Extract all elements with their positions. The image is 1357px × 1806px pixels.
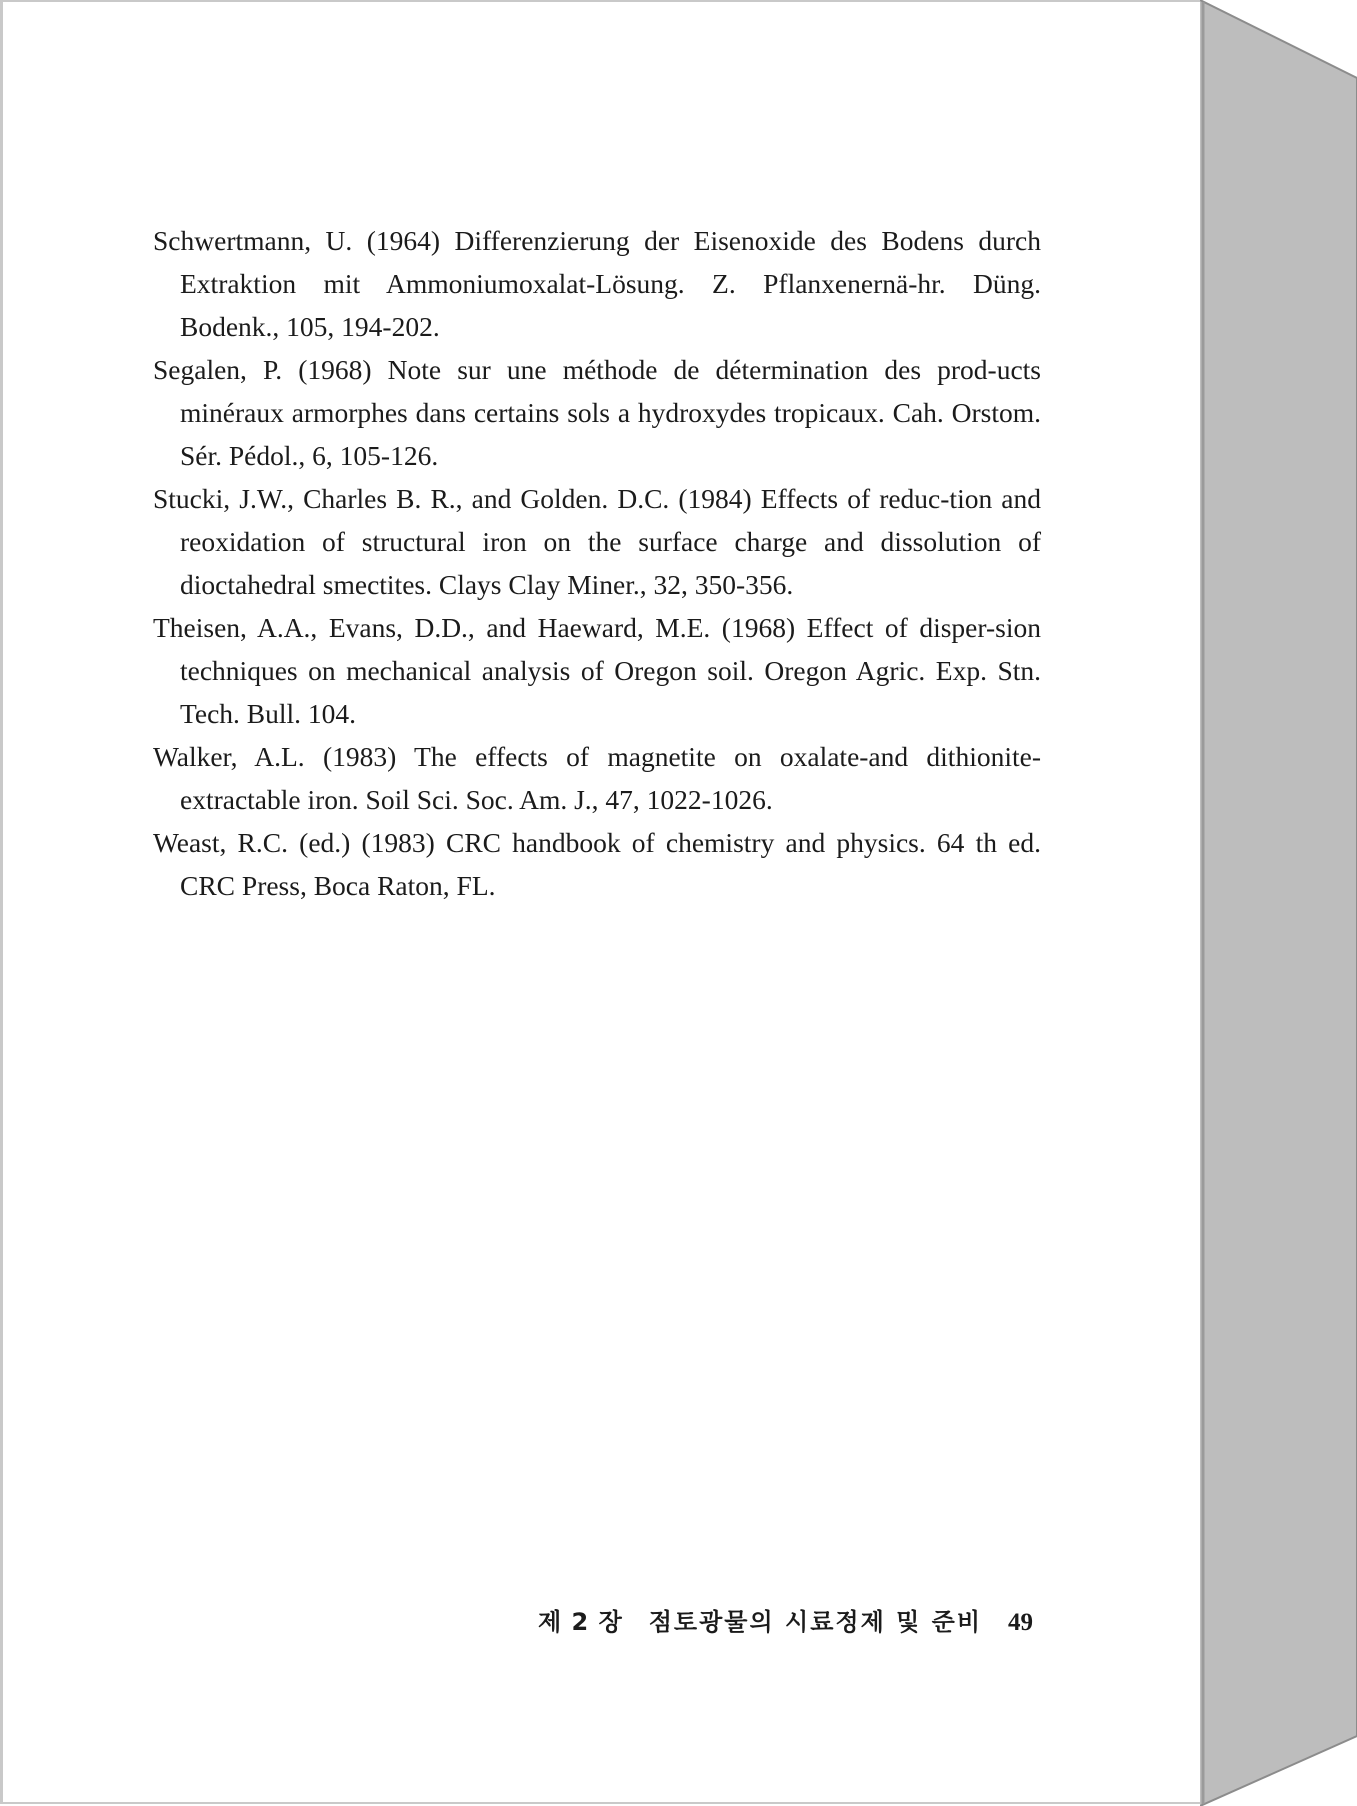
chapter-label: 제 2 장 bbox=[538, 1608, 623, 1636]
reference-entry-stucki: Stucki, J.W., Charles B. R., and Golden. D.C. (1984) Effects of reduc-tion and reoxidation of structural iron on the surface charge and dissolution of dioctahedral smectites. Clays Clay Miner., 32, 350-356. bbox=[153, 483, 1041, 600]
running-footer bbox=[538, 1602, 1033, 1637]
reference-entry-walker: Walker, A.L. (1983) The effects of magnetite on oxalate-and dithionite-extractable iron. Soil Sci. Soc. Am. J., 47, 1022-1026. bbox=[153, 741, 1041, 815]
reference-entry-schwertmann: Schwertmann, U. (1964) Differenzierung der Eisenoxide des Bodens durch Extraktion mit Ammoniumoxalat-Lösung. Z. Pflanxenernä-hr. Düng. Bodenk., 105, 194-202. bbox=[153, 225, 1041, 342]
page-number: 49 bbox=[1008, 1609, 1033, 1636]
reference-entry-segalen: Segalen, P. (1968) Note sur une méthode de détermination des prod-ucts minéraux armorphes dans certains sols a hydroxydes tropicaux. Cah. Orstom. Sér. Pédol., 6, 105-126. bbox=[153, 354, 1041, 471]
book-spine-edge bbox=[1200, 0, 1357, 1806]
chapter-title: 점토광물의 시료정제 및 준비 bbox=[648, 1608, 983, 1636]
reference-list bbox=[153, 219, 1041, 907]
reference-entry-weast: Weast, R.C. (ed.) (1983) CRC handbook of chemistry and physics. 64 th ed. CRC Press, Boca Raton, FL. bbox=[153, 827, 1041, 901]
reference-entry-theisen: Theisen, A.A., Evans, D.D., and Haeward, M.E. (1968) Effect of disper-sion techniques on mechanical analysis of Oregon soil. Oregon Agric. Exp. Stn. Tech. Bull. 104. bbox=[153, 612, 1041, 729]
